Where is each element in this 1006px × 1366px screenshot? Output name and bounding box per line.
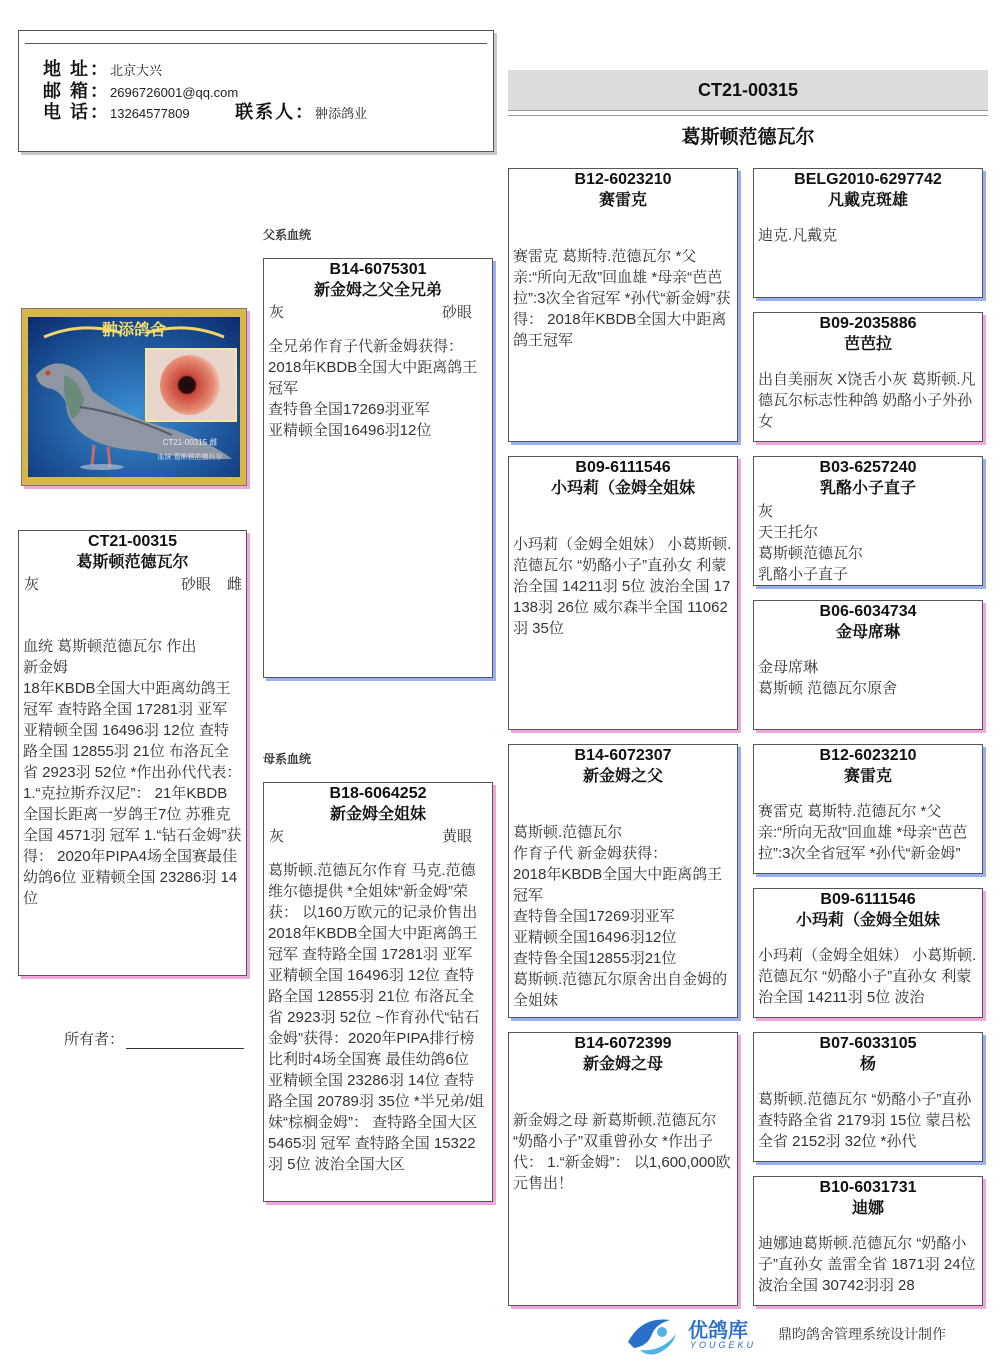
great-grandparent-desc: 灰 天王托尔 葛斯顿范德瓦尔 乳酪小子直子 [758, 503, 864, 583]
great-grandparent-ring: B03-6257240 [819, 459, 917, 476]
header-ring: CT21-00315 [508, 70, 988, 111]
sire-line-label: 父系血统 [263, 228, 312, 242]
great-grandparent-card [753, 168, 983, 298]
email-value: 2696726001@qq.com [110, 85, 239, 100]
dam-name: 新金姆全姐妹 [329, 806, 426, 823]
address-label: 地 址： [43, 59, 111, 79]
great-grandparent-desc: 金母席琳 葛斯顿 范德瓦尔原舍 [758, 659, 898, 697]
dam-card [263, 782, 493, 1202]
dam-meta [264, 825, 492, 846]
great-grandparent-name: 赛雷克 [843, 768, 892, 785]
great-grandparent-name: 金母席琳 [835, 624, 900, 641]
footer-credit: 鼎昀鸽舍管理系统设计制作 [778, 1326, 946, 1342]
grandparent-ring: B14-6072307 [574, 747, 672, 764]
great-grandparent-card [753, 600, 983, 730]
subject-color: 灰 [24, 576, 40, 593]
grandparent-desc: 小玛莉（金姆全姐妹） 小葛斯顿.范德瓦尔 “奶酪小子”直孙女 利蒙治全国 14211羽 5位 波治全国 17138羽 26位 威尔森半全国 11062羽 35位 [513, 536, 732, 637]
footer [622, 1312, 992, 1358]
great-grandparent-name: 杨 [859, 1056, 876, 1073]
contact-value: 翀添鸽业 [315, 106, 368, 121]
brand-name: 优鸽库 [688, 1320, 748, 1342]
great-grandparent-card [753, 312, 983, 442]
phone-label: 电 话： [43, 102, 111, 122]
dam-eye: 黄眼 [442, 828, 473, 845]
grandparent-ring: B09-6111546 [575, 459, 671, 476]
grandparent-card [508, 456, 738, 730]
great-grandparent-ring: B10-6031731 [819, 1179, 917, 1196]
great-grandparent-name: 迪娜 [851, 1200, 884, 1217]
great-grandparent-card [753, 1032, 983, 1162]
grandparent-name: 新金姆之父 [582, 768, 663, 785]
grandparent-card [508, 744, 738, 1018]
grandparent-desc: 新金姆之母 新葛斯顿.范德瓦尔 “奶酪小子”双重曾孙女 *作出子代： 1.“新金姆”： 以1,600,000欧元售出！ [513, 1112, 731, 1192]
photo-banner: 翀添鸽舍 [101, 322, 167, 339]
brand-logo-icon [622, 1312, 684, 1356]
grandparent-card [508, 168, 738, 442]
subject-ring: CT21-00315 [88, 533, 177, 550]
great-grandparent-card [753, 888, 983, 1018]
great-grandparent-name: 凡戴克斑雄 [827, 192, 908, 209]
header-divider [508, 115, 988, 116]
sire-name: 新金姆之父全兄弟 [313, 282, 442, 299]
grandparent-ring: B12-6023210 [574, 171, 672, 188]
great-grandparent-name: 乳酪小子直子 [819, 480, 916, 497]
great-grandparent-ring: BELG2010-6297742 [794, 171, 942, 188]
subject-desc: 血统 葛斯顿范德瓦尔 作出 新金姆 18年KBDB全国大中距离幼鸽王冠军 查特路全国 17281羽 亚军 亚精顿全国 16496羽 12位 查特路全国 12855羽 21位 布洛瓦全省 2923羽 52位 *作出孙代代表： 1.“克拉斯乔汉尼”： 21年KBDB全国长距离一岁鸽王7位 苏雅克全国 4571羽 冠军 1.“钻石金姆”获得： 2020年PIPA4场全国赛最佳幼鸽6位 亚精顿全国 23286羽 14位 [23, 638, 242, 907]
address-value: 北京大兴 [110, 63, 163, 78]
subject-meta [19, 573, 246, 594]
owner-line [126, 1034, 244, 1049]
owner-field [64, 1028, 244, 1049]
header-name: 葛斯顿范德瓦尔 [681, 127, 815, 148]
great-grandparent-name: 芭芭拉 [843, 336, 892, 353]
great-grandparent-ring: B06-6034734 [819, 603, 917, 620]
pigeon-photo [21, 308, 247, 486]
dam-color: 灰 [269, 828, 285, 845]
brand-subtitle: YOUGEKU [690, 1340, 757, 1350]
great-grandparent-name: 小玛莉（金姆全姐妹 [795, 912, 940, 929]
grandparent-desc: 葛斯顿.范德瓦尔 作育子代 新金姆获得： 2018年KBDB全国大中距离鸽王冠军 查特鲁全国17269羽亚军 亚精顿全国16496羽12位 查特鲁全国12855羽21位 葛斯顿.范德瓦尔原舍出自金姆的全姐妹 [513, 824, 728, 1009]
great-grandparent-card [753, 456, 983, 586]
dam-ring: B18-6064252 [329, 785, 427, 802]
grandparent-name: 新金姆之母 [582, 1056, 663, 1073]
subject-eye: 砂眼 [181, 576, 212, 593]
grandparent-desc: 赛雷克 葛斯特.范德瓦尔 *父亲:“所向无敌”回血雄 *母亲“芭芭拉”:3次全省冠军 *孙代“新金姆”获得： 2018年KBDB全国大中距离鸽王冠军 [513, 248, 731, 349]
owner-label: 所有者： [64, 1031, 125, 1048]
subject-card [18, 530, 247, 976]
great-grandparent-ring: B12-6023210 [819, 747, 917, 764]
grandparent-ring: B14-6072399 [574, 1035, 672, 1052]
great-grandparent-ring: B07-6033105 [819, 1035, 917, 1052]
email-label: 邮 箱： [43, 81, 111, 101]
photo-ring-caption: CT21-00315 雌 [162, 438, 218, 447]
photo-sub-caption: 血统 葛斯顿范德瓦尔 [157, 454, 223, 461]
sire-eye: 砂眼 [442, 304, 473, 321]
great-grandparent-desc: 迪娜迪葛斯顿.范德瓦尔 “奶酪小子”直孙女 盖雷全省 1871羽 24位 波治全国 30742羽羽 28 [758, 1235, 980, 1294]
phone-value: 13264577809 [110, 106, 190, 121]
dam-desc: 葛斯顿.范德瓦尔作育 马克.范德维尔德提供 *全姐妹“新金姆”荣获： 以160万欧元的记录价售出 2018年KBDB全国大中距离鸽王冠军 查特路全国 17281羽 亚军 亚精顿全国 16496羽 12位 查特路全国 12855羽 21位 布洛瓦全省 2923羽 52位 ~作育孙代“钻石金姆”获得：2020年PIPA排行榜比利时4场全国赛 最佳幼鸽6位 亚精顿全国 23286羽 14位 查特路全国 20789羽 35位 *半兄弟/姐妹“棕榈金姆”： 查特路全国大区 5465羽 冠军 查特路全国 15322羽 5位 波治全国大区 [268, 862, 484, 1173]
great-grandparent-ring: B09-6111546 [820, 891, 916, 908]
sire-color: 灰 [269, 304, 285, 321]
grandparent-card [508, 1032, 738, 1306]
subject-sex: 雌 [227, 576, 243, 593]
phone-row [43, 98, 367, 124]
pigeon-photo-graphic [22, 309, 246, 485]
grandparent-name: 赛雷克 [598, 192, 647, 209]
contact-top-rule [25, 43, 487, 44]
contact-label: 联系人： [235, 102, 316, 122]
great-grandparent-card [753, 1176, 983, 1306]
sire-card [263, 258, 493, 678]
sire-meta [264, 301, 492, 322]
great-grandparent-ring: B09-2035886 [819, 315, 917, 332]
dam-line-label: 母系血统 [263, 752, 312, 766]
contact-box [18, 30, 494, 152]
great-grandparent-desc: 出自美丽灰 X饶舌小灰 葛斯顿.凡德瓦尔标志性种鸽 奶酪小子外孙女 [758, 371, 976, 430]
great-grandparent-desc: 小玛莉（金姆全姐妹） 小葛斯顿.范德瓦尔 “奶酪小子”直孙女 利蒙治全国 14211羽 5位 波治 [758, 947, 977, 1006]
sire-desc: 全兄弟作育子代新金姆获得： 2018年KBDB全国大中距离鸽王冠军 查特鲁全国17269羽亚军 亚精顿全国16496羽12位 [268, 338, 478, 439]
great-grandparent-desc: 迪克.凡戴克 [758, 227, 838, 244]
grandparent-name: 小玛莉（金姆全姐妹 [550, 480, 695, 497]
great-grandparent-desc: 赛雷克 葛斯特.范德瓦尔 *父亲:“所向无敌”回血雄 *母亲“芭芭拉”:3次全省冠军 *孙代“新金姆” [758, 803, 968, 862]
great-grandparent-desc: 葛斯顿.范德瓦尔 “奶酪小子”直孙 查特路全省 2179羽 15位 蒙吕松全省 2152羽 32位 *孙代 [758, 1091, 976, 1150]
subject-name: 葛斯顿范德瓦尔 [76, 554, 189, 571]
sire-ring: B14-6075301 [329, 261, 427, 278]
great-grandparent-card [753, 744, 983, 874]
